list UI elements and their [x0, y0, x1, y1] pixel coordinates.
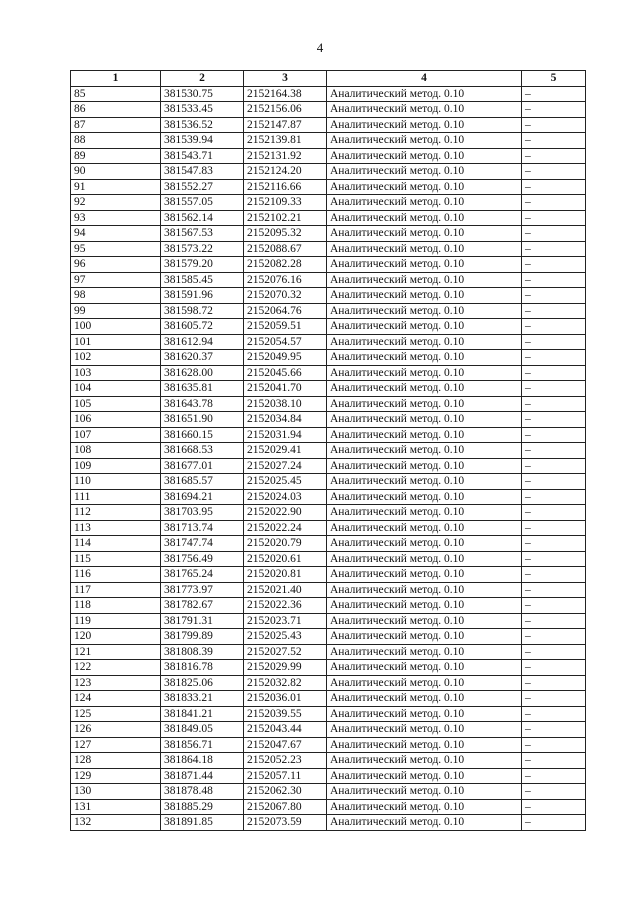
note-cell: –: [522, 102, 586, 118]
table-row: [71, 210, 586, 226]
y-coordinate-cell: 2152022.90: [244, 505, 327, 521]
method-accuracy-cell: Аналитический метод. 0.10: [327, 350, 522, 366]
x-coordinate-cell: 381765.24: [161, 567, 244, 583]
note-cell: –: [522, 629, 586, 645]
y-coordinate-cell: 2152027.24: [244, 458, 327, 474]
x-coordinate-cell: 381557.05: [161, 195, 244, 211]
y-coordinate-cell: 2152020.81: [244, 567, 327, 583]
note-cell: –: [522, 644, 586, 660]
method-accuracy-cell: Аналитический метод. 0.10: [327, 567, 522, 583]
point-number-cell: 122: [71, 660, 161, 676]
note-cell: –: [522, 117, 586, 133]
table-row: [71, 815, 586, 831]
x-coordinate-cell: 381612.94: [161, 334, 244, 350]
point-number-cell: 124: [71, 691, 161, 707]
x-coordinate-cell: 381651.90: [161, 412, 244, 428]
point-number-cell: 86: [71, 102, 161, 118]
x-coordinate-cell: 381864.18: [161, 753, 244, 769]
point-number-cell: 125: [71, 706, 161, 722]
method-accuracy-cell: Аналитический метод. 0.10: [327, 443, 522, 459]
method-accuracy-cell: Аналитический метод. 0.10: [327, 644, 522, 660]
note-cell: –: [522, 706, 586, 722]
x-coordinate-cell: 381591.96: [161, 288, 244, 304]
table-row: [71, 334, 586, 350]
method-accuracy-cell: Аналитический метод. 0.10: [327, 551, 522, 567]
point-number-cell: 127: [71, 737, 161, 753]
table-row: [71, 272, 586, 288]
note-cell: –: [522, 427, 586, 443]
y-coordinate-cell: 2152025.45: [244, 474, 327, 490]
note-cell: –: [522, 226, 586, 242]
y-coordinate-cell: 2152109.33: [244, 195, 327, 211]
method-accuracy-cell: Аналитический метод. 0.10: [327, 458, 522, 474]
table-row: [71, 706, 586, 722]
method-accuracy-cell: Аналитический метод. 0.10: [327, 148, 522, 164]
note-cell: –: [522, 350, 586, 366]
method-accuracy-cell: Аналитический метод. 0.10: [327, 613, 522, 629]
column-header: 5: [522, 71, 586, 87]
note-cell: –: [522, 675, 586, 691]
x-coordinate-cell: 381891.85: [161, 815, 244, 831]
x-coordinate-cell: 381773.97: [161, 582, 244, 598]
y-coordinate-cell: 2152095.32: [244, 226, 327, 242]
note-cell: –: [522, 257, 586, 273]
method-accuracy-cell: Аналитический метод. 0.10: [327, 319, 522, 335]
point-number-cell: 113: [71, 520, 161, 536]
note-cell: –: [522, 768, 586, 784]
method-accuracy-cell: Аналитический метод. 0.10: [327, 675, 522, 691]
column-header: 2: [161, 71, 244, 87]
method-accuracy-cell: Аналитический метод. 0.10: [327, 396, 522, 412]
y-coordinate-cell: 2152131.92: [244, 148, 327, 164]
note-cell: –: [522, 753, 586, 769]
y-coordinate-cell: 2152032.82: [244, 675, 327, 691]
table-row: [71, 164, 586, 180]
y-coordinate-cell: 2152073.59: [244, 815, 327, 831]
table-row: [71, 629, 586, 645]
note-cell: –: [522, 412, 586, 428]
method-accuracy-cell: Аналитический метод. 0.10: [327, 799, 522, 815]
table-row: [71, 753, 586, 769]
x-coordinate-cell: 381530.75: [161, 86, 244, 102]
table-row: [71, 412, 586, 428]
method-accuracy-cell: Аналитический метод. 0.10: [327, 737, 522, 753]
table-row: [71, 536, 586, 552]
note-cell: –: [522, 241, 586, 257]
method-accuracy-cell: Аналитический метод. 0.10: [327, 226, 522, 242]
note-cell: –: [522, 381, 586, 397]
table-row: [71, 799, 586, 815]
note-cell: –: [522, 815, 586, 831]
column-header: 4: [327, 71, 522, 87]
method-accuracy-cell: Аналитический метод. 0.10: [327, 768, 522, 784]
x-coordinate-cell: 381668.53: [161, 443, 244, 459]
point-number-cell: 87: [71, 117, 161, 133]
y-coordinate-cell: 2152043.44: [244, 722, 327, 738]
y-coordinate-cell: 2152036.01: [244, 691, 327, 707]
point-number-cell: 118: [71, 598, 161, 614]
method-accuracy-cell: Аналитический метод. 0.10: [327, 241, 522, 257]
x-coordinate-cell: 381747.74: [161, 536, 244, 552]
y-coordinate-cell: 2152020.79: [244, 536, 327, 552]
page-number: 4: [316, 40, 324, 55]
note-cell: –: [522, 799, 586, 815]
note-cell: –: [522, 272, 586, 288]
point-number-cell: 114: [71, 536, 161, 552]
x-coordinate-cell: 381685.57: [161, 474, 244, 490]
y-coordinate-cell: 2152139.81: [244, 133, 327, 149]
method-accuracy-cell: Аналитический метод. 0.10: [327, 288, 522, 304]
y-coordinate-cell: 2152047.67: [244, 737, 327, 753]
x-coordinate-cell: 381799.89: [161, 629, 244, 645]
x-coordinate-cell: 381660.15: [161, 427, 244, 443]
point-number-cell: 92: [71, 195, 161, 211]
y-coordinate-cell: 2152156.06: [244, 102, 327, 118]
y-coordinate-cell: 2152102.21: [244, 210, 327, 226]
table-row: [71, 768, 586, 784]
y-coordinate-cell: 2152024.03: [244, 489, 327, 505]
point-number-cell: 85: [71, 86, 161, 102]
note-cell: –: [522, 365, 586, 381]
table-row: [71, 613, 586, 629]
x-coordinate-cell: 381539.94: [161, 133, 244, 149]
x-coordinate-cell: 381677.01: [161, 458, 244, 474]
column-header: 1: [71, 71, 161, 87]
x-coordinate-cell: 381543.71: [161, 148, 244, 164]
x-coordinate-cell: 381585.45: [161, 272, 244, 288]
y-coordinate-cell: 2152022.24: [244, 520, 327, 536]
method-accuracy-cell: Аналитический метод. 0.10: [327, 179, 522, 195]
x-coordinate-cell: 381885.29: [161, 799, 244, 815]
point-number-cell: 91: [71, 179, 161, 195]
method-accuracy-cell: Аналитический метод. 0.10: [327, 272, 522, 288]
table-row: [71, 598, 586, 614]
note-cell: –: [522, 737, 586, 753]
point-number-cell: 111: [71, 489, 161, 505]
x-coordinate-cell: 381825.06: [161, 675, 244, 691]
x-coordinate-cell: 381703.95: [161, 505, 244, 521]
y-coordinate-cell: 2152038.10: [244, 396, 327, 412]
x-coordinate-cell: 381635.81: [161, 381, 244, 397]
method-accuracy-cell: Аналитический метод. 0.10: [327, 86, 522, 102]
table-header: [71, 71, 586, 87]
x-coordinate-cell: 381536.52: [161, 117, 244, 133]
point-number-cell: 97: [71, 272, 161, 288]
table-row: [71, 226, 586, 242]
table-row: [71, 474, 586, 490]
table-row: [71, 458, 586, 474]
x-coordinate-cell: 381573.22: [161, 241, 244, 257]
table-row: [71, 443, 586, 459]
table-row: [71, 427, 586, 443]
x-coordinate-cell: 381878.48: [161, 784, 244, 800]
note-cell: –: [522, 443, 586, 459]
method-accuracy-cell: Аналитический метод. 0.10: [327, 412, 522, 428]
point-number-cell: 90: [71, 164, 161, 180]
table-row: [71, 784, 586, 800]
column-header: 3: [244, 71, 327, 87]
y-coordinate-cell: 2152116.66: [244, 179, 327, 195]
y-coordinate-cell: 2152029.99: [244, 660, 327, 676]
point-number-cell: 108: [71, 443, 161, 459]
x-coordinate-cell: 381808.39: [161, 644, 244, 660]
table-row: [71, 567, 586, 583]
note-cell: –: [522, 210, 586, 226]
table-row: [71, 365, 586, 381]
y-coordinate-cell: 2152020.61: [244, 551, 327, 567]
note-cell: –: [522, 660, 586, 676]
point-number-cell: 115: [71, 551, 161, 567]
table-row: [71, 520, 586, 536]
y-coordinate-cell: 2152057.11: [244, 768, 327, 784]
method-accuracy-cell: Аналитический метод. 0.10: [327, 427, 522, 443]
y-coordinate-cell: 2152052.23: [244, 753, 327, 769]
point-number-cell: 112: [71, 505, 161, 521]
note-cell: –: [522, 179, 586, 195]
note-cell: –: [522, 396, 586, 412]
y-coordinate-cell: 2152064.76: [244, 303, 327, 319]
y-coordinate-cell: 2152070.32: [244, 288, 327, 304]
x-coordinate-cell: 381598.72: [161, 303, 244, 319]
note-cell: –: [522, 784, 586, 800]
table-row: [71, 241, 586, 257]
table-row: [71, 319, 586, 335]
x-coordinate-cell: 381791.31: [161, 613, 244, 629]
x-coordinate-cell: 381871.44: [161, 768, 244, 784]
table-row: [71, 722, 586, 738]
y-coordinate-cell: 2152076.16: [244, 272, 327, 288]
y-coordinate-cell: 2152027.52: [244, 644, 327, 660]
table-row: [71, 303, 586, 319]
y-coordinate-cell: 2152021.40: [244, 582, 327, 598]
x-coordinate-cell: 381856.71: [161, 737, 244, 753]
note-cell: –: [522, 598, 586, 614]
x-coordinate-cell: 381849.05: [161, 722, 244, 738]
point-number-cell: 126: [71, 722, 161, 738]
x-coordinate-cell: 381620.37: [161, 350, 244, 366]
point-number-cell: 96: [71, 257, 161, 273]
table-body: [71, 86, 586, 830]
method-accuracy-cell: Аналитический метод. 0.10: [327, 164, 522, 180]
table-row: [71, 117, 586, 133]
x-coordinate-cell: 381562.14: [161, 210, 244, 226]
x-coordinate-cell: 381533.45: [161, 102, 244, 118]
note-cell: –: [522, 195, 586, 211]
note-cell: –: [522, 567, 586, 583]
x-coordinate-cell: 381841.21: [161, 706, 244, 722]
point-number-cell: 100: [71, 319, 161, 335]
y-coordinate-cell: 2152039.55: [244, 706, 327, 722]
point-number-cell: 107: [71, 427, 161, 443]
table-row: [71, 551, 586, 567]
point-number-cell: 132: [71, 815, 161, 831]
note-cell: –: [522, 489, 586, 505]
x-coordinate-cell: 381833.21: [161, 691, 244, 707]
x-coordinate-cell: 381694.21: [161, 489, 244, 505]
method-accuracy-cell: Аналитический метод. 0.10: [327, 365, 522, 381]
table-row: [71, 257, 586, 273]
point-number-cell: 93: [71, 210, 161, 226]
method-accuracy-cell: Аналитический метод. 0.10: [327, 303, 522, 319]
table-row: [71, 350, 586, 366]
y-coordinate-cell: 2152025.43: [244, 629, 327, 645]
method-accuracy-cell: Аналитический метод. 0.10: [327, 489, 522, 505]
note-cell: –: [522, 458, 586, 474]
point-number-cell: 104: [71, 381, 161, 397]
table-row: [71, 489, 586, 505]
note-cell: –: [522, 505, 586, 521]
point-number-cell: 103: [71, 365, 161, 381]
y-coordinate-cell: 2152054.57: [244, 334, 327, 350]
method-accuracy-cell: Аналитический метод. 0.10: [327, 505, 522, 521]
table-row: [71, 179, 586, 195]
method-accuracy-cell: Аналитический метод. 0.10: [327, 629, 522, 645]
point-number-cell: 102: [71, 350, 161, 366]
method-accuracy-cell: Аналитический метод. 0.10: [327, 257, 522, 273]
note-cell: –: [522, 86, 586, 102]
point-number-cell: 109: [71, 458, 161, 474]
x-coordinate-cell: 381782.67: [161, 598, 244, 614]
y-coordinate-cell: 2152045.66: [244, 365, 327, 381]
point-number-cell: 120: [71, 629, 161, 645]
method-accuracy-cell: Аналитический метод. 0.10: [327, 598, 522, 614]
point-number-cell: 128: [71, 753, 161, 769]
point-number-cell: 94: [71, 226, 161, 242]
table-row: [71, 133, 586, 149]
point-number-cell: 88: [71, 133, 161, 149]
method-accuracy-cell: Аналитический метод. 0.10: [327, 520, 522, 536]
note-cell: –: [522, 148, 586, 164]
x-coordinate-cell: 381816.78: [161, 660, 244, 676]
y-coordinate-cell: 2152124.20: [244, 164, 327, 180]
point-number-cell: 98: [71, 288, 161, 304]
x-coordinate-cell: 381547.83: [161, 164, 244, 180]
note-cell: –: [522, 303, 586, 319]
point-number-cell: 106: [71, 412, 161, 428]
x-coordinate-cell: 381567.53: [161, 226, 244, 242]
point-number-cell: 110: [71, 474, 161, 490]
table-row: [71, 381, 586, 397]
table-row: [71, 582, 586, 598]
x-coordinate-cell: 381579.20: [161, 257, 244, 273]
method-accuracy-cell: Аналитический метод. 0.10: [327, 691, 522, 707]
table-row: [71, 660, 586, 676]
method-accuracy-cell: Аналитический метод. 0.10: [327, 582, 522, 598]
method-accuracy-cell: Аналитический метод. 0.10: [327, 474, 522, 490]
point-number-cell: 116: [71, 567, 161, 583]
method-accuracy-cell: Аналитический метод. 0.10: [327, 117, 522, 133]
coordinates-table: [70, 70, 586, 831]
method-accuracy-cell: Аналитический метод. 0.10: [327, 706, 522, 722]
x-coordinate-cell: 381605.72: [161, 319, 244, 335]
note-cell: –: [522, 691, 586, 707]
y-coordinate-cell: 2152147.87: [244, 117, 327, 133]
table-row: [71, 396, 586, 412]
point-number-cell: 105: [71, 396, 161, 412]
note-cell: –: [522, 133, 586, 149]
note-cell: –: [522, 164, 586, 180]
y-coordinate-cell: 2152029.41: [244, 443, 327, 459]
method-accuracy-cell: Аналитический метод. 0.10: [327, 102, 522, 118]
y-coordinate-cell: 2152088.67: [244, 241, 327, 257]
y-coordinate-cell: 2152049.95: [244, 350, 327, 366]
y-coordinate-cell: 2152164.38: [244, 86, 327, 102]
note-cell: –: [522, 288, 586, 304]
point-number-cell: 119: [71, 613, 161, 629]
y-coordinate-cell: 2152023.71: [244, 613, 327, 629]
x-coordinate-cell: 381552.27: [161, 179, 244, 195]
table-row: [71, 195, 586, 211]
point-number-cell: 123: [71, 675, 161, 691]
method-accuracy-cell: Аналитический метод. 0.10: [327, 753, 522, 769]
note-cell: –: [522, 551, 586, 567]
point-number-cell: 95: [71, 241, 161, 257]
method-accuracy-cell: Аналитический метод. 0.10: [327, 536, 522, 552]
method-accuracy-cell: Аналитический метод. 0.10: [327, 133, 522, 149]
note-cell: –: [522, 474, 586, 490]
table-row: [71, 691, 586, 707]
note-cell: –: [522, 722, 586, 738]
method-accuracy-cell: Аналитический метод. 0.10: [327, 815, 522, 831]
method-accuracy-cell: Аналитический метод. 0.10: [327, 210, 522, 226]
point-number-cell: 121: [71, 644, 161, 660]
y-coordinate-cell: 2152041.70: [244, 381, 327, 397]
method-accuracy-cell: Аналитический метод. 0.10: [327, 334, 522, 350]
y-coordinate-cell: 2152031.94: [244, 427, 327, 443]
table-row: [71, 675, 586, 691]
method-accuracy-cell: Аналитический метод. 0.10: [327, 784, 522, 800]
table-row: [71, 505, 586, 521]
y-coordinate-cell: 2152022.36: [244, 598, 327, 614]
point-number-cell: 99: [71, 303, 161, 319]
table-row: [71, 148, 586, 164]
method-accuracy-cell: Аналитический метод. 0.10: [327, 381, 522, 397]
note-cell: –: [522, 334, 586, 350]
y-coordinate-cell: 2152082.28: [244, 257, 327, 273]
x-coordinate-cell: 381713.74: [161, 520, 244, 536]
method-accuracy-cell: Аналитический метод. 0.10: [327, 722, 522, 738]
x-coordinate-cell: 381628.00: [161, 365, 244, 381]
y-coordinate-cell: 2152062.30: [244, 784, 327, 800]
point-number-cell: 89: [71, 148, 161, 164]
point-number-cell: 129: [71, 768, 161, 784]
y-coordinate-cell: 2152034.84: [244, 412, 327, 428]
table-row: [71, 737, 586, 753]
table-row: [71, 86, 586, 102]
point-number-cell: 130: [71, 784, 161, 800]
point-number-cell: 101: [71, 334, 161, 350]
table-row: [71, 288, 586, 304]
note-cell: –: [522, 536, 586, 552]
y-coordinate-cell: 2152067.80: [244, 799, 327, 815]
method-accuracy-cell: Аналитический метод. 0.10: [327, 195, 522, 211]
y-coordinate-cell: 2152059.51: [244, 319, 327, 335]
table-row: [71, 102, 586, 118]
note-cell: –: [522, 613, 586, 629]
x-coordinate-cell: 381756.49: [161, 551, 244, 567]
header-row: [71, 71, 586, 87]
x-coordinate-cell: 381643.78: [161, 396, 244, 412]
note-cell: –: [522, 319, 586, 335]
note-cell: –: [522, 520, 586, 536]
point-number-cell: 131: [71, 799, 161, 815]
note-cell: –: [522, 582, 586, 598]
table-row: [71, 644, 586, 660]
method-accuracy-cell: Аналитический метод. 0.10: [327, 660, 522, 676]
point-number-cell: 117: [71, 582, 161, 598]
